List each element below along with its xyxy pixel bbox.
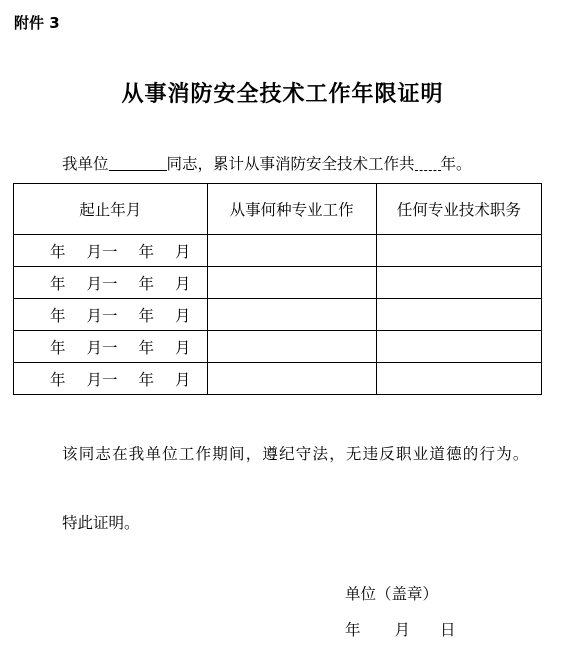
intro-middle: 同志，累计从事消防安全技术工作共 bbox=[166, 155, 415, 173]
job-title-cell[interactable] bbox=[376, 299, 541, 331]
start-month: 月一 bbox=[86, 370, 118, 389]
work-history-table bbox=[13, 183, 542, 395]
period-cell[interactable] bbox=[14, 299, 208, 331]
job-title-cell[interactable] bbox=[376, 363, 541, 395]
end-year: 年 bbox=[138, 306, 155, 325]
work-type-cell[interactable] bbox=[207, 331, 376, 363]
end-month: 月 bbox=[175, 338, 191, 357]
intro-line bbox=[62, 152, 472, 174]
work-type-cell[interactable] bbox=[207, 363, 376, 395]
years-blank[interactable] bbox=[415, 155, 441, 171]
start-year: 年 bbox=[50, 274, 66, 293]
job-title-cell[interactable] bbox=[376, 235, 541, 267]
date-day: 日 bbox=[440, 621, 456, 639]
end-month: 月 bbox=[175, 242, 191, 261]
end-year: 年 bbox=[138, 370, 155, 389]
period-cell[interactable] bbox=[14, 267, 208, 299]
start-year: 年 bbox=[50, 242, 66, 261]
table-row bbox=[14, 331, 542, 363]
table-row bbox=[14, 363, 542, 395]
job-title-cell[interactable] bbox=[376, 267, 541, 299]
name-blank[interactable] bbox=[109, 155, 167, 171]
end-month: 月 bbox=[175, 306, 191, 325]
work-type-cell[interactable] bbox=[207, 267, 376, 299]
signature-unit-seal: 单位（盖章） bbox=[345, 585, 439, 603]
period-cell[interactable] bbox=[14, 235, 208, 267]
table-header-row bbox=[14, 184, 542, 235]
header-job-title: 任何专业技术职务 bbox=[376, 184, 541, 235]
start-month: 月一 bbox=[86, 274, 118, 293]
table-row bbox=[14, 235, 542, 267]
job-title-cell[interactable] bbox=[376, 331, 541, 363]
start-year: 年 bbox=[50, 306, 66, 325]
header-period: 起止年月 bbox=[14, 184, 208, 235]
end-month: 月 bbox=[175, 274, 191, 293]
period-cell[interactable] bbox=[14, 331, 208, 363]
start-month: 月一 bbox=[86, 242, 118, 261]
start-year: 年 bbox=[50, 370, 66, 389]
end-year: 年 bbox=[138, 338, 155, 357]
document-title: 从事消防安全技术工作年限证明 bbox=[121, 82, 444, 107]
intro-suffix: 年。 bbox=[440, 155, 472, 173]
intro-prefix: 我单位 bbox=[62, 155, 109, 173]
header-work-type: 从事何种专业工作 bbox=[207, 184, 376, 235]
table-row bbox=[14, 267, 542, 299]
start-month: 月一 bbox=[86, 306, 118, 325]
work-type-cell[interactable] bbox=[207, 299, 376, 331]
end-year: 年 bbox=[138, 242, 155, 261]
attachment-label: 附件 3 bbox=[14, 14, 60, 32]
conduct-statement: 该同志在我单位工作期间，遵纪守法，无违反职业道德的行为。 bbox=[62, 445, 530, 463]
date-month: 月 bbox=[394, 621, 411, 639]
period-cell[interactable] bbox=[14, 363, 208, 395]
certify-statement: 特此证明。 bbox=[62, 514, 140, 532]
end-year: 年 bbox=[138, 274, 155, 293]
date-year: 年 bbox=[345, 621, 361, 639]
end-month: 月 bbox=[175, 370, 191, 389]
signature-date bbox=[345, 618, 456, 640]
table-row bbox=[14, 299, 542, 331]
work-type-cell[interactable] bbox=[207, 235, 376, 267]
start-month: 月一 bbox=[86, 338, 118, 357]
start-year: 年 bbox=[50, 338, 66, 357]
